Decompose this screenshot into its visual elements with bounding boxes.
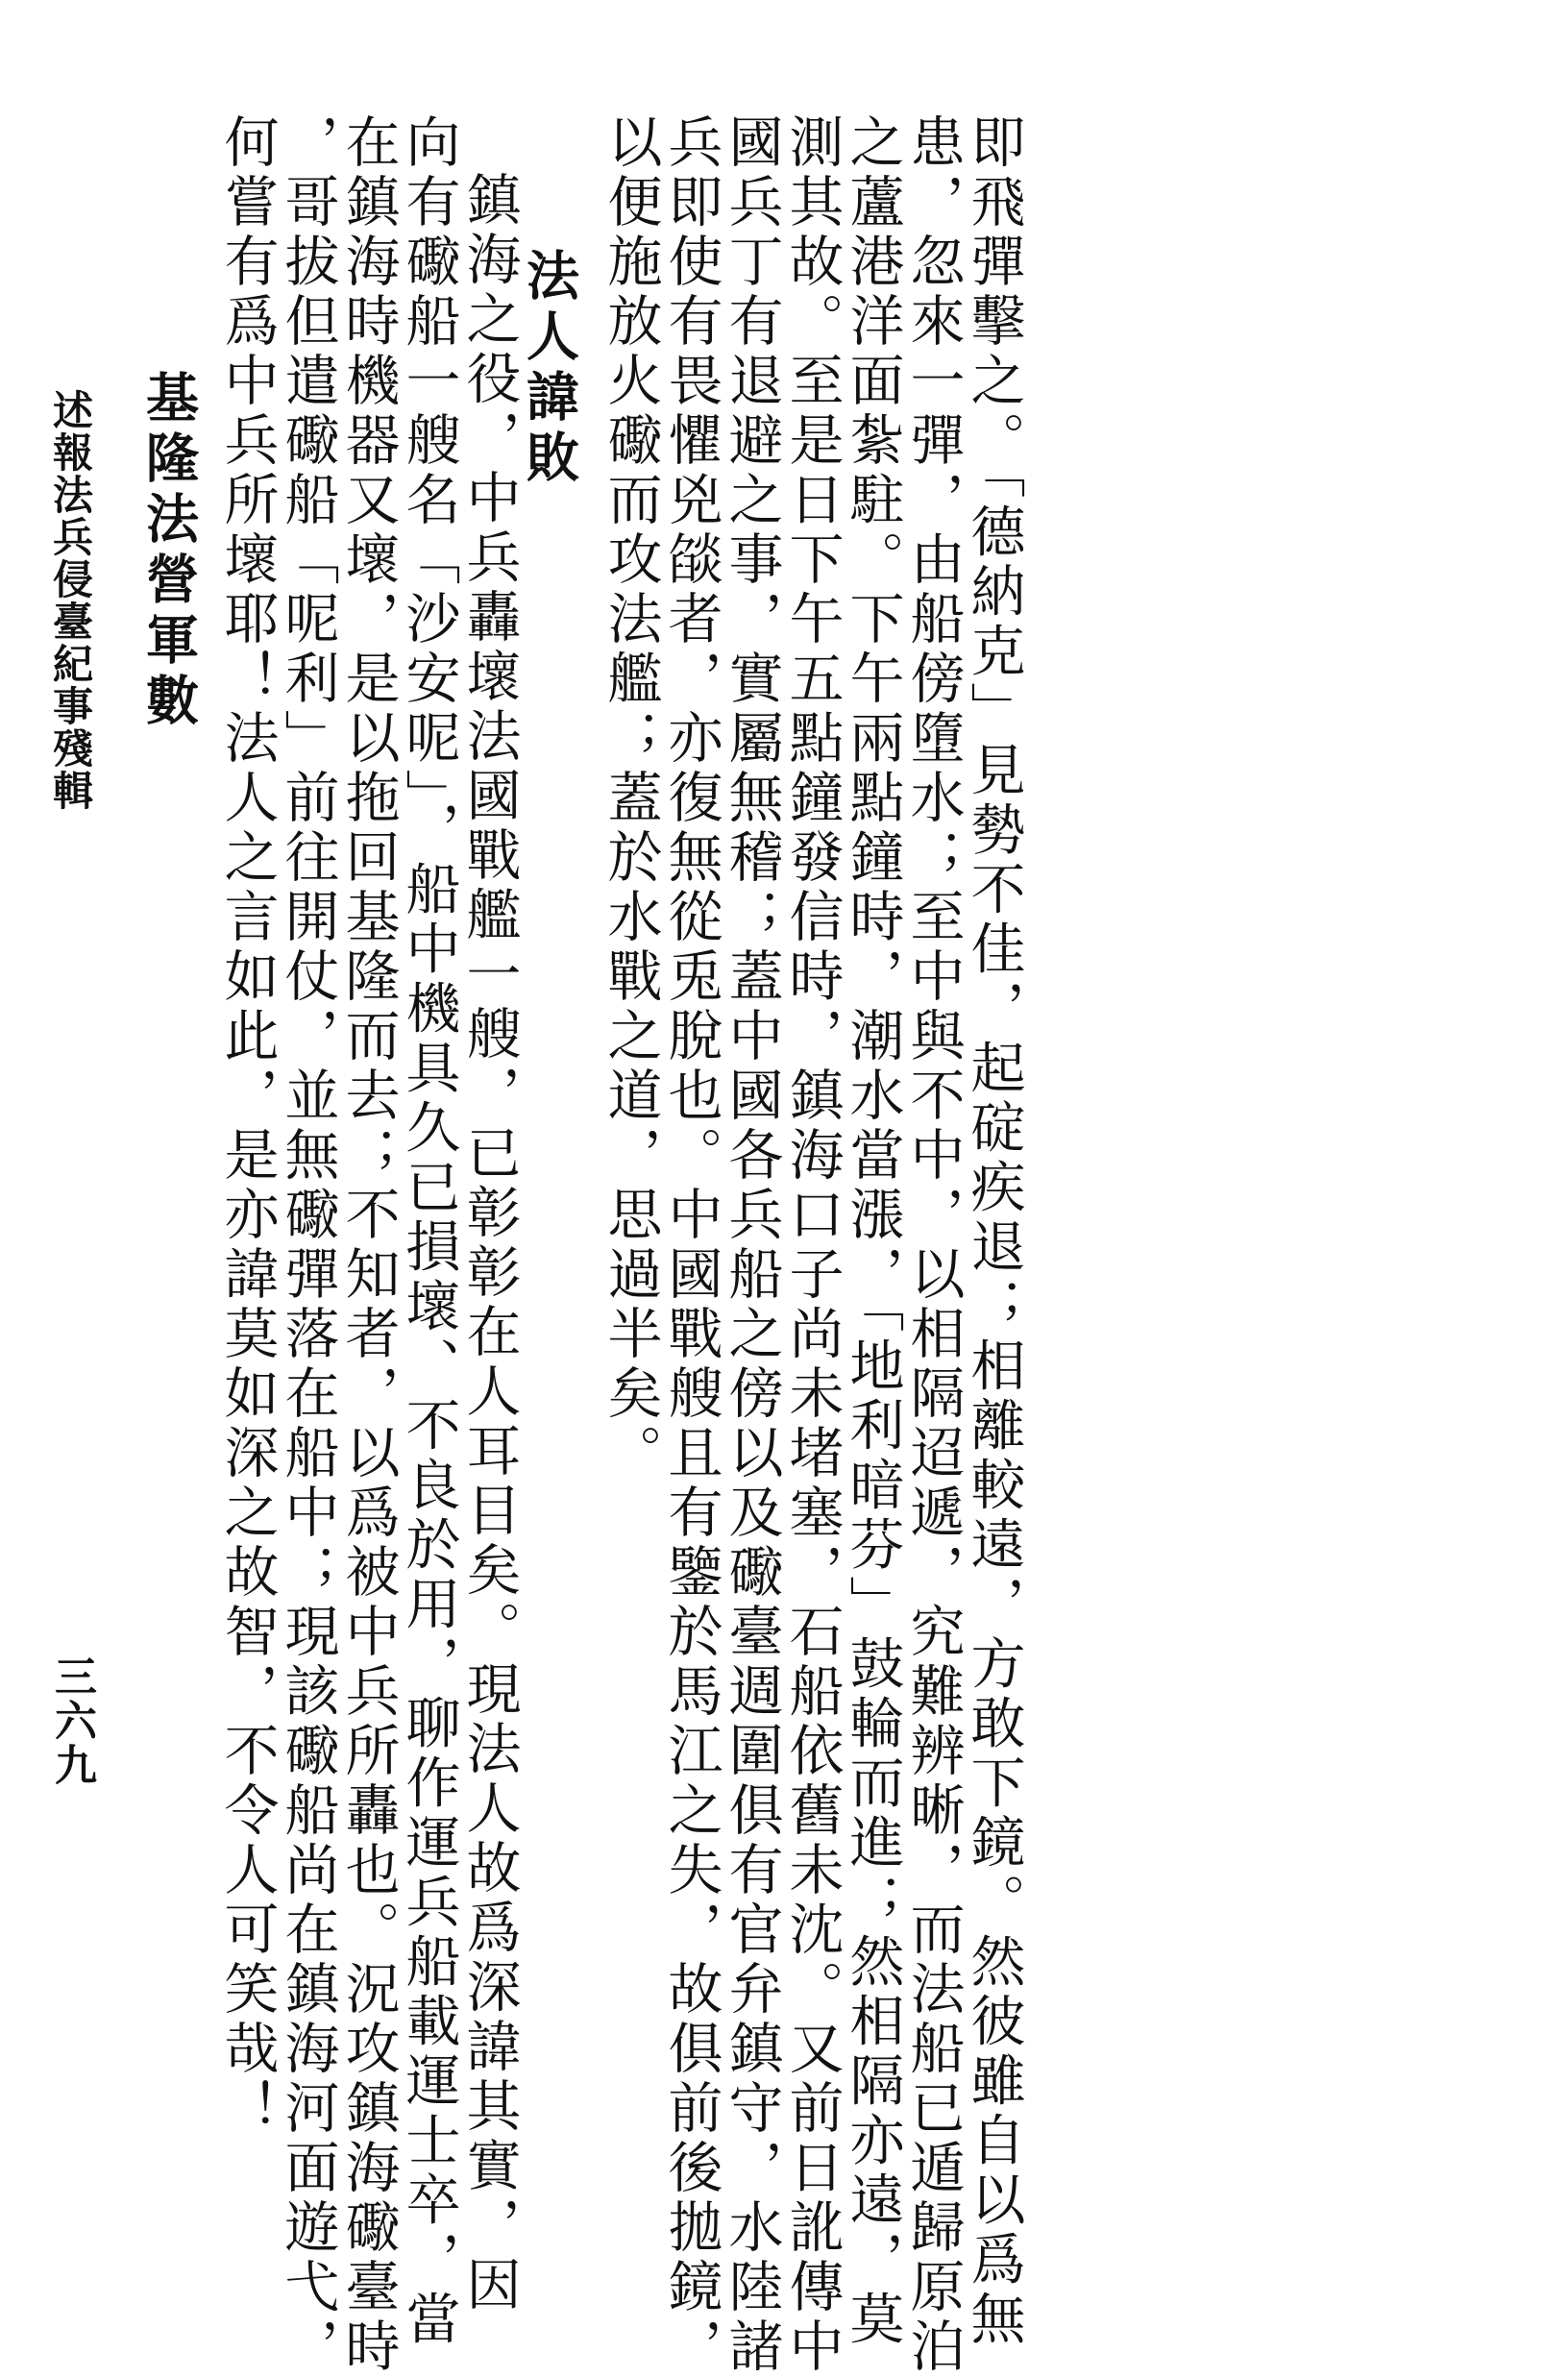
text-column: 在鎮海時機器又壞，是以拖回基隆而去；不知者，以爲被中兵所轟也。況攻鎮海礮臺時: [336, 113, 400, 2377]
text-column: 以便施放火礮而攻法艦；蓋於水戰之道，思過半矣。: [599, 113, 662, 1483]
text-column: 即飛彈擊之。「德納克」見勢不佳，起碇疾退；相離較遠，方敢下鏡。然彼雖自以爲無: [962, 113, 1025, 2350]
text-column: 何嘗有爲中兵所壞耶！法人之言如此，是亦諱莫如深之故智，不令人可笑哉！: [215, 113, 279, 2139]
page-number: 三六九: [47, 1654, 96, 1787]
running-head: 述報法兵侵臺紀事殘輯: [47, 389, 94, 812]
text-column: 向有礮船一艘名「沙安呢」，船中機具久已損壞、不良於用，聊作運兵船載運士卒，當: [397, 113, 460, 2350]
section-heading: 基隆法營軍數: [137, 370, 200, 733]
text-column: ，哥拔但遣礮船「呢利」前往開仗，並無礮彈落在船中；現該礮船尚在鎮海河面遊弋，: [276, 113, 339, 2377]
text-column: 之蘆港洋面紮駐。下午兩點鐘時，潮水當漲，「地利暗芬」鼓輪而進；然相隔亦遠，莫: [841, 113, 904, 2350]
text-column: 鎮海之役，中兵轟壞法國戰艦一艘，已彰彰在人耳目矣。現法人故爲深諱其實，因: [457, 171, 521, 2316]
text-column: 患，忽來一彈，由船傍墮水；至中與不中，以相隔迢遞，究難辨晰，而法船已遁歸原泊: [901, 113, 965, 2377]
text-column: 兵即使有畏懼兇燄者，亦復無從兎脫也。中國戰艘且有鑒於馬江之失，故俱前後拋鏡，: [659, 113, 723, 2377]
section-heading: 法人諱敗: [518, 248, 580, 490]
text-column: 測其故。至是日下午五點鐘發信時，鎮海口子尚未堵塞，石船依舊未沈。又前日訛傳中: [780, 113, 844, 2377]
text-column: 國兵丁有退避之事，實屬無稽；蓋中國各兵船之傍以及礮臺週圍俱有官弁鎮守，水陸諸: [720, 113, 783, 2377]
